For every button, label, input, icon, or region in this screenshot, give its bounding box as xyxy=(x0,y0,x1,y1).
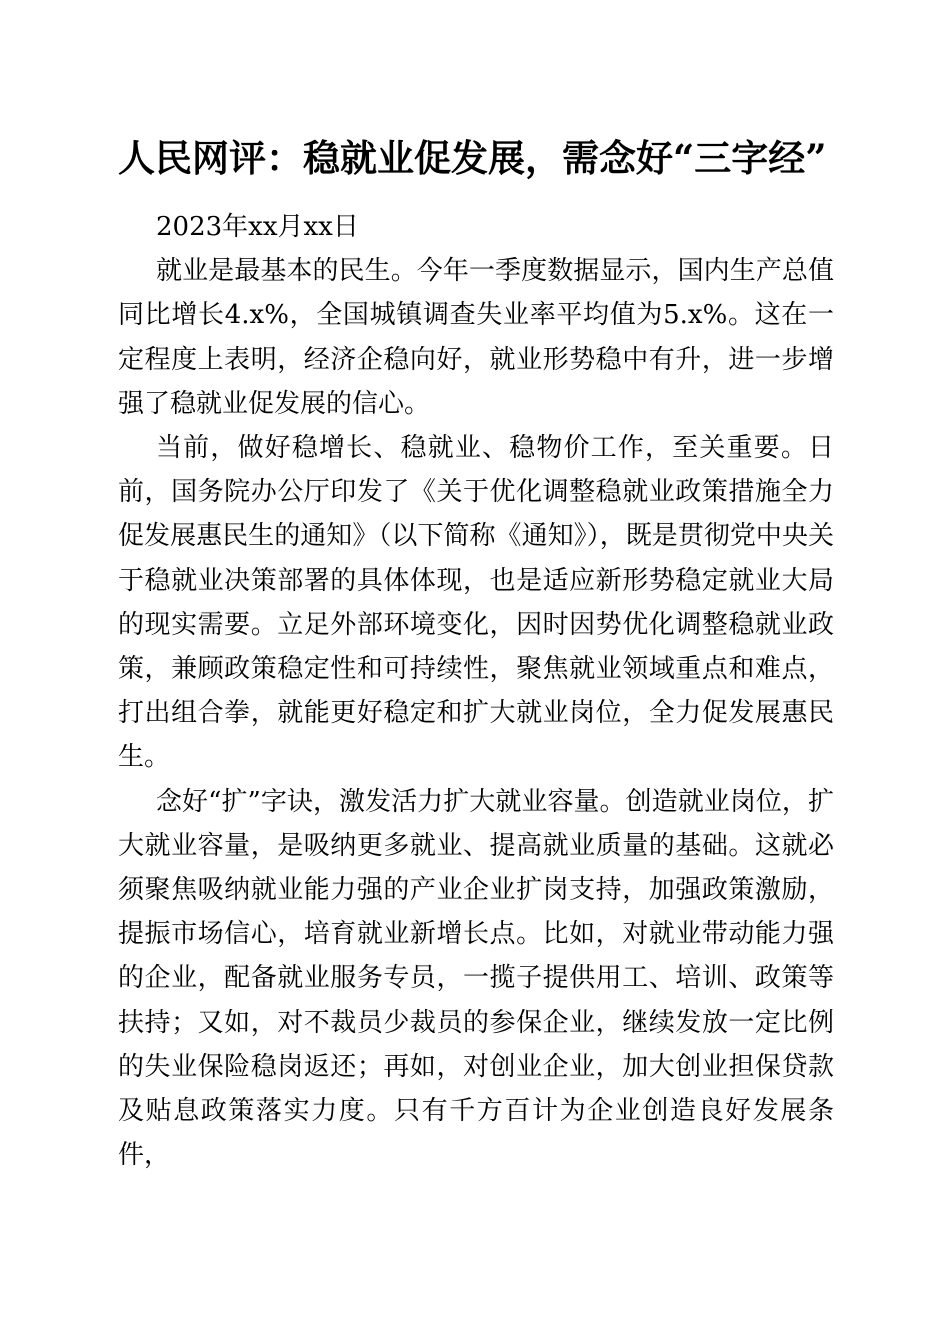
document-body xyxy=(118,205,834,1177)
document-title: 人民网评：稳就业促发展，需念好“三字经” xyxy=(118,136,827,180)
paragraph-2: 当前，做好稳增长、稳就业、稳物价工作，至关重要。日前，国务院办公厅印发了《关于优化调整稳就业政策措施全力促发展惠民生的通知》（以下简称《通知》），既是贯彻党中央关于稳就业决策部署的具体体现，也是适应新形势稳定就业大局的现实需要。立足外部环境变化，因时因势优化调整稳就业政策，兼顾政策稳定性和可持续性，聚焦就业领域重点和难点，打出组合拳，就能更好稳定和扩大就业岗位，全力促发展惠民生。 xyxy=(118,433,834,773)
paragraph-1: 就业是最基本的民生。今年一季度数据显示，国内生产总值同比增长4.x%，全国城镇调查失业率平均值为5.x%。这在一定程度上表明，经济企稳向好，就业形势稳中有升，进一步增强了稳就业促发展的信心。 xyxy=(118,256,834,419)
document-date: 2023年xx月xx日 xyxy=(156,212,359,242)
paragraph-3: 念好“扩”字诀，激发活力扩大就业容量。创造就业岗位，扩大就业容量，是吸纳更多就业、提高就业质量的基础。这就必须聚焦吸纳就业能力强的产业企业扩岗支持，加强政策激励，提振市场信心，培育就业新增长点。比如，对就业带动能力强的企业，配备就业服务专员，一揽子提供用工、培训、政策等扶持；又如，对不裁员少裁员的参保企业，继续发放一定比例的失业保险稳岗返还；再如，对创业企业，加大创业担保贷款及贴息政策落实力度。只有千方百计为企业创造良好发展条件， xyxy=(118,786,834,1171)
